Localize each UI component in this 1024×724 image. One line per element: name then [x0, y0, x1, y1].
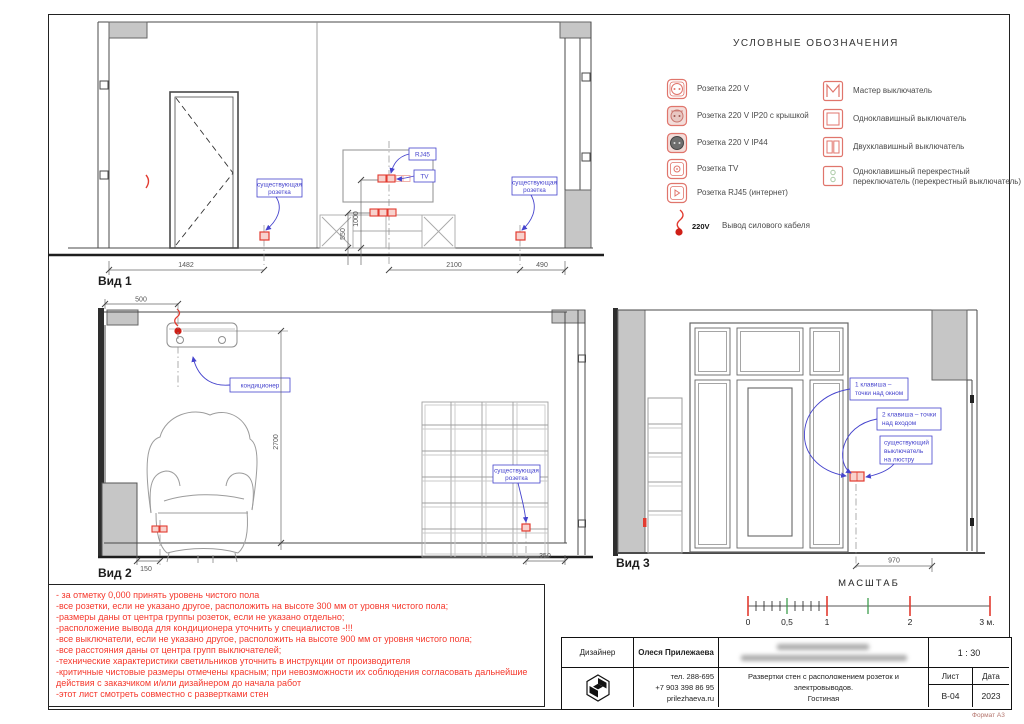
- phone-2: +7 903 398 86 95: [655, 682, 714, 692]
- callout-existing-outlet-left: [257, 179, 302, 230]
- power-cable-icon: [670, 208, 688, 236]
- contacts-cell: [634, 667, 719, 707]
- callout-air-conditioner: [193, 357, 290, 392]
- svg-text:1: 1: [824, 617, 830, 627]
- legend-item-label: Мастер выключатель: [853, 86, 933, 95]
- legend-item-label: Розетка RJ45 (интернет): [697, 188, 788, 197]
- one-key-switch-icon: [822, 108, 844, 130]
- existing-outlet: [522, 524, 530, 531]
- note-line: -размеры даны от центра группы розеток, если не указано отдельно;: [56, 611, 345, 622]
- cable-mark: [643, 518, 647, 527]
- svg-text:3 м.: 3 м.: [979, 617, 995, 627]
- svg-text:0,5: 0,5: [781, 617, 793, 627]
- master-switch-icon: [822, 80, 844, 102]
- note-line: - за отметку 0,000 принять уровень чистого пола: [56, 590, 260, 600]
- door: [170, 92, 238, 248]
- legend-cable-voltage: 220V: [692, 222, 710, 231]
- existing-outlet-left: [260, 232, 269, 240]
- legend-item-label: Одноклавишный выключатель: [853, 114, 967, 123]
- legend-item-label: Двухклавишный выключатель: [853, 142, 965, 151]
- armchair: [147, 412, 257, 563]
- svg-text:существующая: существующая: [512, 179, 557, 187]
- existing-outlet-right: [516, 232, 525, 240]
- sheet-title-line2: Гостиная: [807, 694, 840, 704]
- note-line: -критичные чистовые размеры отмечены красным; при невозможности их соблюдения согласовать дальнейшие действия с заказчиком и/или дизайнером до начала работ: [56, 666, 528, 688]
- note-line: -все расстояния даны от центра групп выключателей;: [56, 644, 282, 655]
- legend-item-label: Розетка 220 V: [697, 84, 750, 93]
- legend-item-label: Розетка TV: [697, 164, 739, 173]
- view3-walls: [613, 308, 985, 556]
- note-line: -технические характеристики светильников уточнить в инструкции от производителя: [56, 655, 411, 666]
- svg-text:выключатель: выключатель: [884, 448, 924, 455]
- svg-text:490: 490: [536, 262, 548, 269]
- view3-drawing: [610, 290, 1014, 582]
- svg-text:TV: TV: [420, 173, 429, 181]
- svg-text:0: 0: [745, 617, 751, 627]
- svg-text:розетка: розетка: [505, 475, 528, 482]
- air-conditioner: [167, 323, 237, 347]
- scale-labels: [746, 617, 995, 627]
- svg-text:500: 500: [135, 296, 147, 304]
- phone-1: тел. 288-695: [670, 671, 714, 681]
- svg-text:1000: 1000: [353, 211, 360, 227]
- svg-text:2: 2: [907, 617, 913, 627]
- svg-text:2700: 2700: [273, 434, 280, 450]
- callout-existing-outlet: [493, 465, 540, 522]
- legend-title: УСЛОВНЫЕ ОБОЗНАЧЕНИЯ: [733, 38, 899, 49]
- view3-label: Вид 3: [616, 556, 650, 570]
- notes-box: [48, 584, 545, 707]
- callout-existing-outlet-right: [512, 177, 557, 230]
- date-label: Дата: [973, 667, 1009, 684]
- svg-text:на люстру: на люстру: [884, 456, 915, 464]
- outlet-tv-icon: [666, 158, 688, 180]
- designer-label: Дизайнер: [562, 638, 634, 667]
- centerlines: [264, 141, 520, 265]
- callout-existing-switch: [866, 436, 932, 477]
- svg-text:розетка: розетка: [523, 187, 546, 194]
- title-block: [561, 637, 1012, 710]
- outlet-rj45-icon: [666, 182, 688, 204]
- svg-text:2100: 2100: [446, 262, 462, 269]
- view2-label: Вид 2: [98, 566, 132, 580]
- designer-logo: [583, 673, 613, 703]
- logo-cell: [562, 667, 634, 707]
- view1-label: Вид 1: [98, 274, 132, 288]
- note-line: -все выключатели, если не указано другое, расположить на высоте 900 мм от уровня чистого пола;: [56, 633, 473, 644]
- note-line: -этот лист смотреть совместно с развертками стен: [56, 688, 269, 699]
- existing-cable-mark: [146, 175, 149, 188]
- view2-walls: [98, 308, 593, 558]
- sheet-label: Лист: [929, 667, 973, 684]
- svg-text:розетка: розетка: [268, 189, 291, 196]
- svg-text:точки над окном: точки над окном: [855, 390, 904, 397]
- outlet-ip20-icon: [666, 105, 688, 127]
- sheet-number: В-04: [929, 684, 973, 707]
- svg-text:1 клавиша –: 1 клавиша –: [855, 381, 892, 389]
- view1-drawing: [48, 13, 613, 291]
- svg-text:150: 150: [140, 566, 152, 573]
- outlet-220v-icon: [666, 78, 688, 100]
- format-label: Формат А3: [972, 712, 1005, 719]
- svg-text:2 клавиша – точки: 2 клавиша – точки: [882, 411, 937, 419]
- panel-wall: [690, 323, 848, 552]
- project-name-blurred: [719, 638, 929, 667]
- note-line: -все розетки, если не указано другое, расположить на высоте 300 мм от уровня чистого пола;: [56, 600, 449, 611]
- website: prilezhaeva.ru: [666, 694, 714, 704]
- legend-item-label: Розетка 220 V IP20 с крышкой: [697, 111, 809, 120]
- switch-group: [850, 472, 864, 481]
- view2-dimensions: [102, 296, 568, 565]
- callout-rj45: [391, 148, 436, 173]
- scale-bar: [740, 576, 1006, 630]
- svg-text:350: 350: [539, 553, 551, 560]
- svg-text:1482: 1482: [178, 262, 194, 269]
- view2-drawing: [48, 295, 613, 585]
- svg-text:550: 550: [340, 228, 347, 240]
- svg-text:существующий: существующий: [884, 439, 929, 447]
- view1-walls: [48, 22, 604, 255]
- two-key-switch-icon: [822, 136, 844, 158]
- scale-value: 1 : 30: [957, 647, 981, 658]
- side-shelves: [648, 398, 682, 553]
- svg-text:RJ45: RJ45: [415, 151, 430, 159]
- tv-outlet-group: [378, 175, 410, 182]
- svg-text:существующая: существующая: [494, 467, 539, 475]
- legend-cable-label: Вывод силового кабеля: [722, 221, 810, 230]
- sheet-title-line1: Развертки стен с расположением розеток и электровыводов.: [748, 671, 899, 692]
- date-value: 2023: [973, 684, 1009, 707]
- designer-name: Олеся Прилежаева: [634, 638, 719, 667]
- outlet-ip44-icon: [666, 132, 688, 154]
- svg-text:над входом: над входом: [882, 420, 917, 427]
- sheet-title-cell: [719, 667, 929, 707]
- svg-text:кондиционер: кондиционер: [240, 382, 280, 390]
- svg-text:970: 970: [888, 557, 900, 565]
- legend-item-label: Розетка 220 V IP44: [697, 138, 768, 147]
- scale-bar-title: МАСШТАБ: [838, 578, 900, 589]
- double-outlet-left: [152, 526, 167, 532]
- cross-switch-icon: [822, 165, 844, 187]
- svg-text:существующая: существующая: [257, 181, 302, 189]
- cabinet-outlet-group: [370, 209, 396, 216]
- legend-item-label: Одноклавишный перекрестный переключатель (перекрестный выключатель): [853, 167, 1022, 186]
- note-line: -расположение вывода для кондиционера уточнить у специалистов -!!!: [56, 622, 353, 633]
